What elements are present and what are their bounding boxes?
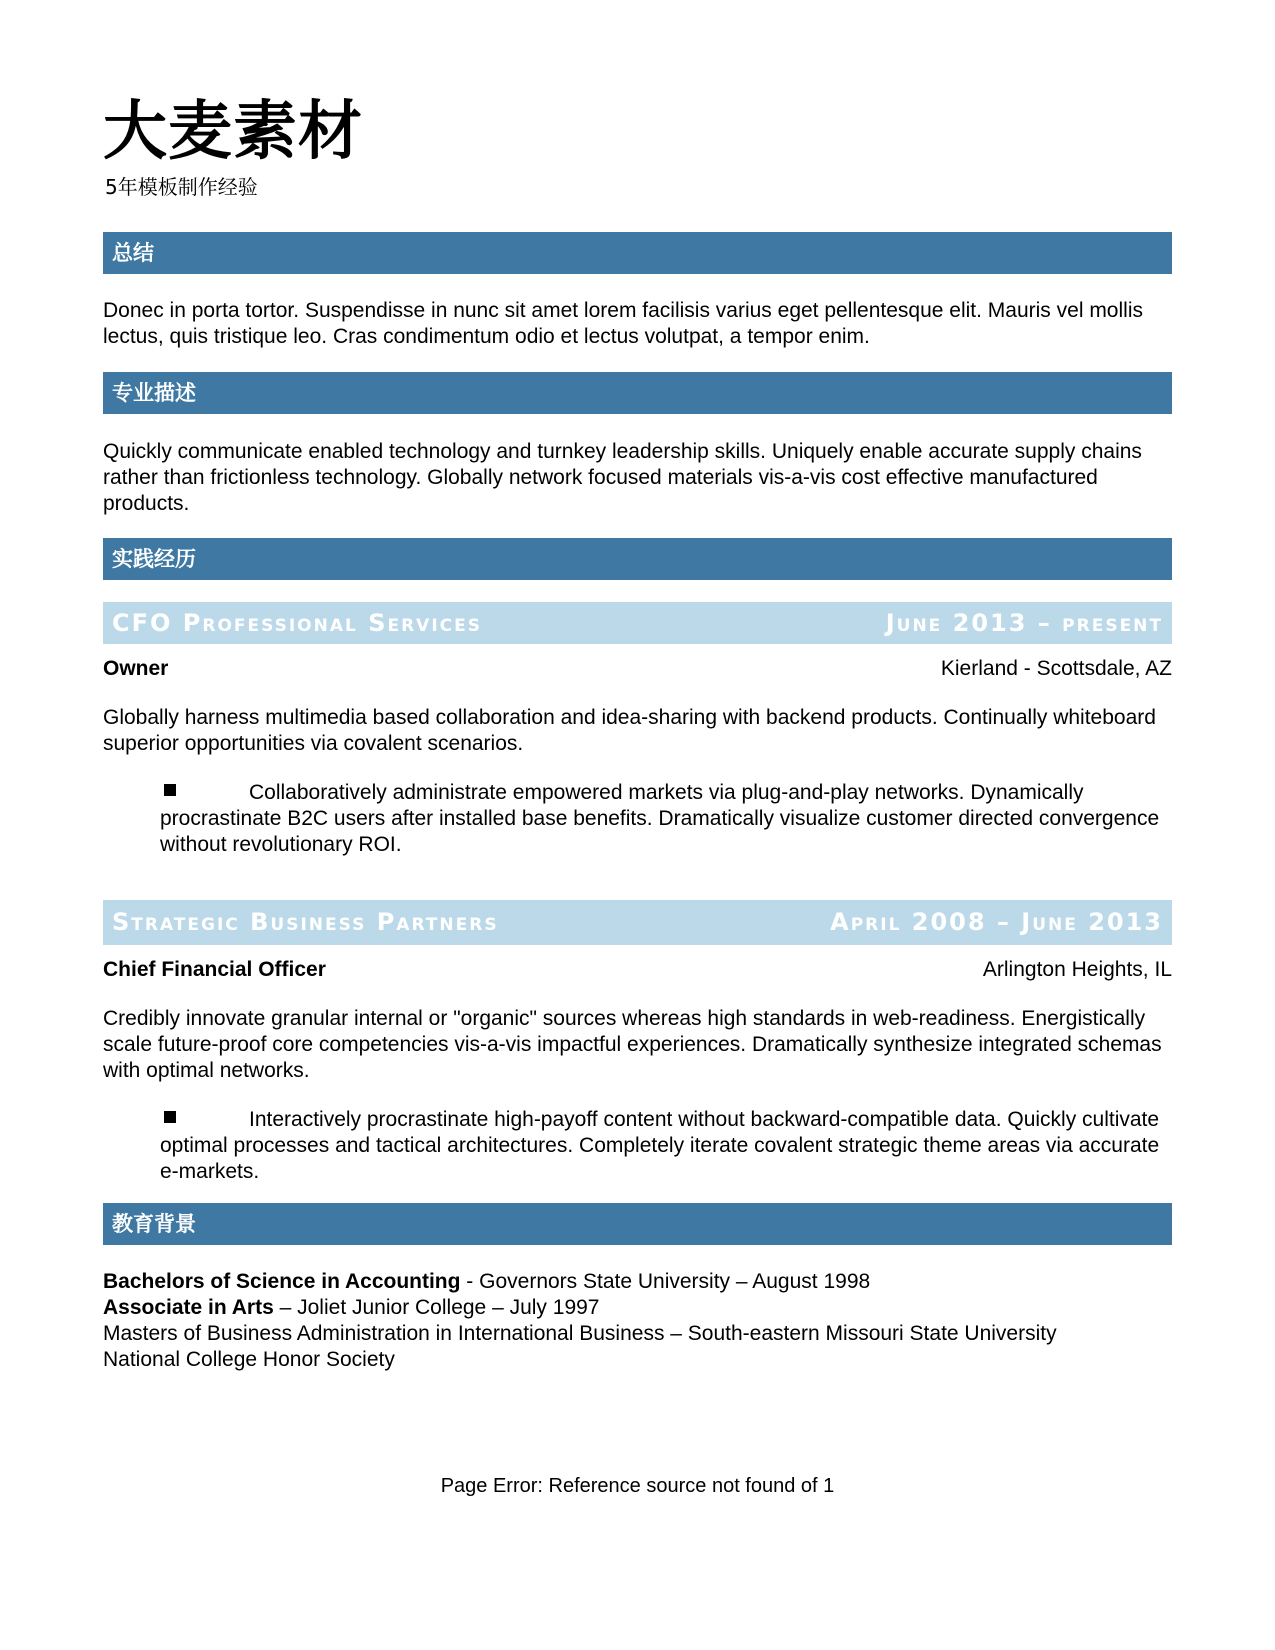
job-header [103,900,1172,945]
job-role: Chief Financial Officer [103,958,326,981]
job-bullet [160,780,1172,858]
job-dates: April 2008 – June 2013 [830,908,1163,936]
education-degree: Associate in Arts [103,1296,274,1319]
square-bullet-icon [164,1111,176,1123]
education-detail: National College Honor Society [103,1348,395,1371]
resume-page [103,0,1172,1650]
resume-tagline: 5年模板制作经验 [105,175,258,199]
job-bullet-text: Collaboratively administrate empowered markets via plug-and-play networks. Dynamically procrastinate B2C users after installed base benefits. Dramatically visualize customer directed convergence without revolutionary ROI. [160,781,1160,856]
job-dates: June 2013 – present [885,609,1163,637]
page-footer: Page Error: Reference source not found of 1 [440,1475,835,1497]
education-detail: Masters of Business Administration in International Business – South-eastern Missouri State University [103,1322,1057,1345]
job-company: Strategic Business Partners [112,908,499,936]
section-header-education: 教育背景 [103,1203,1172,1245]
resume-name: 大麦素材 [103,95,363,169]
education-item [103,1347,1172,1373]
section-header-profile: 专业描述 [103,372,1172,414]
summary-text: Donec in porta tortor. Suspendisse in nunc sit amet lorem facilisis varius eget pellentesque elit. Mauris vel mollis lectus, quis tristique leo. Cras condimentum odio et lectus volutpat, a tempor enim. [103,299,1143,348]
education-item [103,1321,1172,1347]
job-role: Owner [103,657,169,680]
job-location: Kierland - Scottsdale, AZ [940,657,1172,680]
section-header-summary: 总结 [103,232,1172,274]
education-item [103,1295,1172,1321]
job-location: Arlington Heights, IL [982,958,1172,981]
job-header [103,602,1172,644]
job-company: CFO Professional Services [112,609,482,637]
education-detail: – Joliet Junior College – July 1997 [273,1296,600,1319]
job-description: Credibly innovate granular internal or "organic" sources whereas high standards in web-readiness. Energistically scale future-proof core competencies vis-a-vis impactful experiences. Dramatically synthesize integrated schemas with optimal networks. [103,1007,1162,1082]
job-role-row [103,957,1172,983]
job-bullet-text: Interactively procrastinate high-payoff content without backward-compatible data. Quickly cultivate optimal processes and tactical architectures. Completely iterate covalent strategic theme areas via accurate e-markets. [160,1108,1160,1183]
education-degree: Bachelors of Science in Accounting [103,1270,461,1293]
education-item [103,1269,1172,1295]
profile-text: Quickly communicate enabled technology and turnkey leadership skills. Uniquely enable accurate supply chains rather than frictionless technology. Globally network focused materials vis-a-vis cost effective manufactured products. [103,440,1142,515]
square-bullet-icon [164,784,176,796]
education-list [103,1269,1172,1373]
job-description: Globally harness multimedia based collaboration and idea-sharing with backend products. Continually whiteboard superior opportunities via covalent scenarios. [103,706,1156,755]
section-header-experience: 实践经历 [103,538,1172,580]
job-bullet [160,1107,1172,1185]
job-role-row [103,656,1172,682]
education-detail: - Governors State University – August 1998 [460,1270,871,1293]
